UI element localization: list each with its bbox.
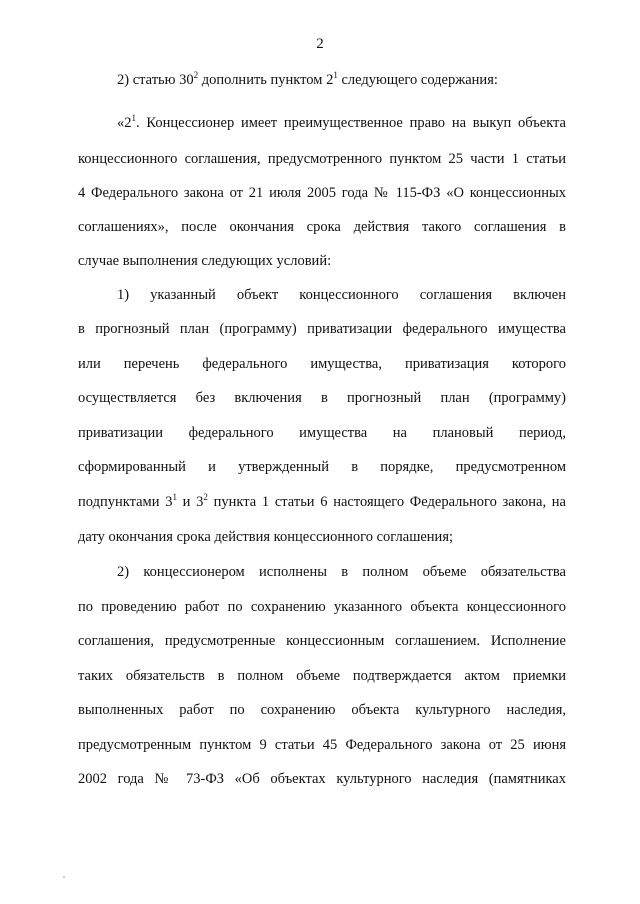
para3-line-6: сформированный и утвержденный в порядке, предусмотренном [78, 459, 566, 475]
para3-l7-pre: подпунктами 3 [78, 494, 173, 510]
para4-line-3: соглашения, предусмотренные концессионным соглашением. Исполнение [78, 633, 566, 649]
para2-line-4: соглашениях», после окончания срока действия такого соглашения в [78, 219, 566, 235]
para3-line-7 [78, 493, 566, 511]
para3-l7-sup-2: 2 [203, 492, 208, 502]
para3-line-8: дату окончания срока действия концессионного соглашения; [78, 529, 454, 545]
para3-l7-mid: и 3 [176, 494, 204, 510]
para4-line-6: предусмотренным пунктом 9 статьи 45 Федерального закона от 25 июня [78, 737, 566, 753]
para1-text-pre: 2) статью 30 [117, 72, 194, 88]
para3-line-2: в прогнозный план (программу) приватизации федерального имущества [78, 321, 566, 337]
para3-line-1: 1) указанный объект концессионного соглашения включен [117, 287, 566, 303]
para2-l1-post: . Концессионер имеет преимущественное право на выкуп объекта [136, 115, 566, 131]
para3-l7-sup-1: 1 [172, 492, 177, 502]
para4-line-2: по проведению работ по сохранению указанного объекта концессионного [78, 599, 566, 615]
para4-line-5: выполненных работ по сохранению объекта культурного наследия, [78, 702, 566, 718]
para1-text-mid: дополнить пунктом 2 [198, 72, 334, 88]
para2-line-1 [117, 114, 566, 132]
para4-line-7: 2002 года № 73-ФЗ «Об объектах культурного наследия (памятниках [78, 771, 566, 787]
para2-l1-pre: «2 [117, 115, 132, 131]
para1-sup-2: 1 [333, 70, 338, 80]
para3-line-3: или перечень федерального имущества, приватизация которого [78, 356, 566, 372]
para2-line-3: 4 Федерального закона от 21 июля 2005 года № 115-ФЗ «О концессионных [78, 185, 566, 201]
para1-line-1 [117, 71, 566, 89]
para2-l1-sup: 1 [131, 113, 136, 123]
para2-line-2: концессионного соглашения, предусмотренного пунктом 25 части 1 статьи [78, 151, 566, 167]
scan-speck [63, 876, 65, 878]
page-number: 2 [316, 36, 324, 52]
para3-line-4: осуществляется без включения в прогнозный план (программу) [78, 390, 566, 406]
para1-text-post: следующего содержания: [337, 72, 498, 88]
para4-line-1: 2) концессионером исполнены в полном объеме обязательства [117, 564, 566, 580]
para2-line-5: случае выполнения следующих условий: [78, 253, 332, 269]
para3-l7-post: пункта 1 статьи 6 настоящего Федерального закона, на [207, 494, 566, 510]
para3-line-5: приватизации федерального имущества на плановый период, [78, 425, 566, 441]
para4-line-4: таких обязательств в полном объеме подтверждается актом приемки [78, 668, 566, 684]
para1-sup-1: 2 [193, 70, 199, 80]
